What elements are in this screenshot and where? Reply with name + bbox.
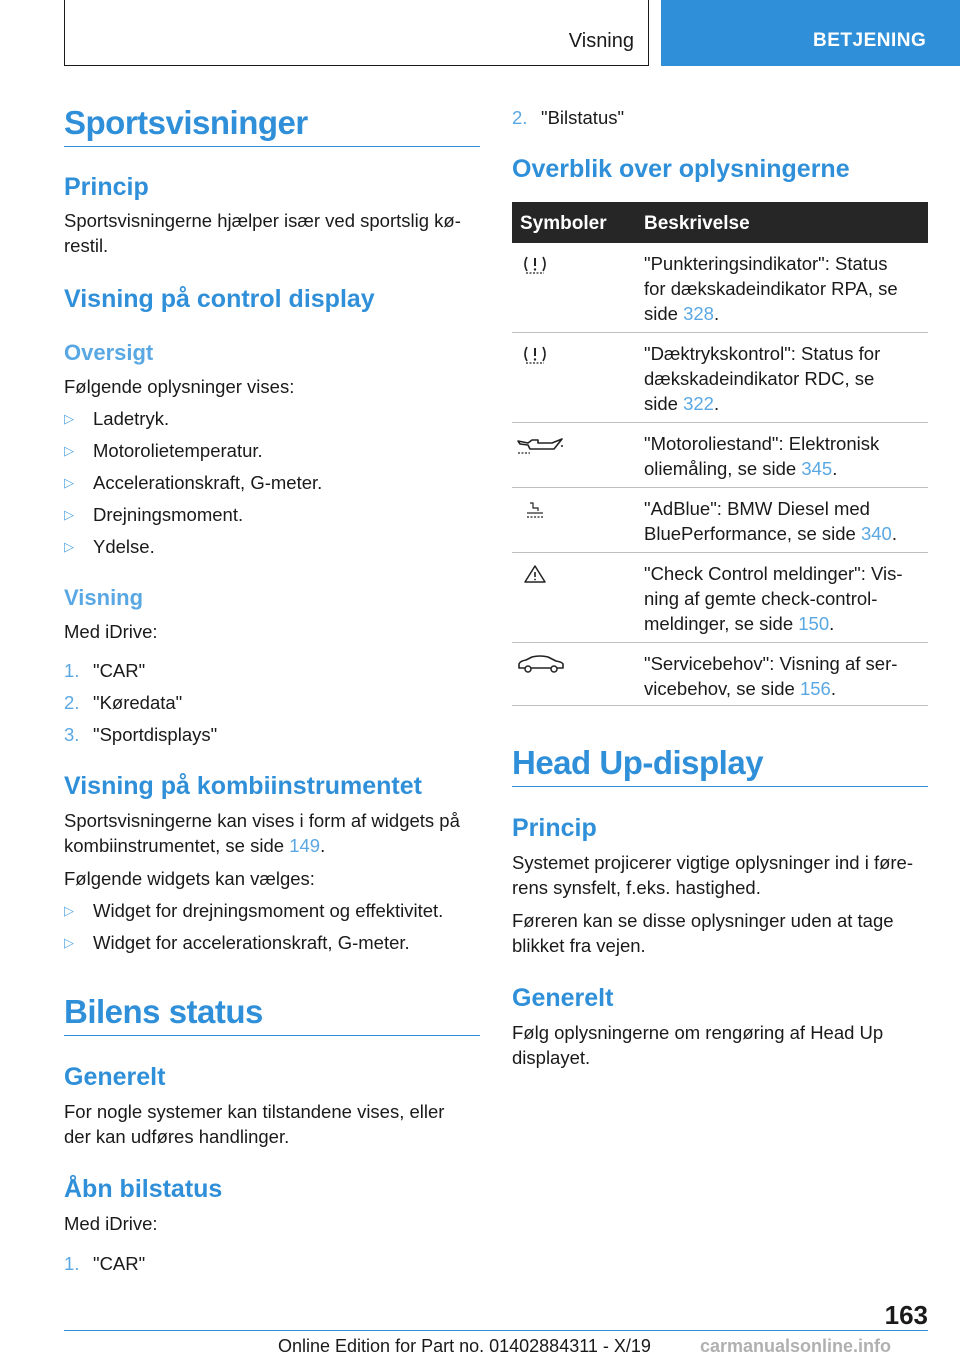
header-section-label: Visning	[568, 30, 634, 52]
bullet-triangle-icon: ▷	[64, 507, 74, 522]
page-link[interactable]: 150	[798, 613, 830, 634]
row-description	[644, 251, 928, 326]
text-span: .	[829, 613, 835, 634]
row-description	[644, 341, 928, 416]
list-item-text: Motorolietemperatur.	[93, 440, 263, 461]
paragraph-generelt	[64, 1099, 480, 1149]
text-line: Føreren kan se disse oplysninger uden at tage	[512, 910, 894, 931]
bullet-triangle-icon: ▷	[64, 475, 74, 490]
heading-visning: Visning	[64, 585, 144, 610]
text-line: restil.	[64, 235, 109, 256]
row-description	[644, 651, 928, 701]
heading-princip-hud: Princip	[512, 814, 597, 842]
text-line: for dækskadeindikator RPA, se	[644, 278, 898, 299]
footer-rule	[64, 1330, 928, 1331]
text-line: der kan udføres handlinger.	[64, 1126, 290, 1147]
step-number: 3.	[64, 724, 80, 745]
text-line: Sportsvisningerne hjælper især ved sportslig kø-	[64, 210, 461, 231]
text-line	[644, 611, 928, 636]
paragraph-widgets-intro: Følgende widgets kan vælges:	[64, 868, 315, 889]
heading-control-display: Visning på control display	[64, 285, 375, 313]
text-line: dækskadeindikator RDC, se	[644, 368, 875, 389]
list-item-text: Ladetryk.	[93, 408, 170, 429]
text-line: "Motoroliestand": Elektronisk	[644, 433, 880, 454]
heading-head-up-display: Head Up-display	[512, 744, 764, 781]
text-line	[644, 391, 928, 416]
text-span: BluePerformance, se side	[644, 523, 861, 544]
table-header	[512, 202, 928, 243]
heading-rule	[512, 786, 928, 787]
oil-can-icon	[516, 433, 566, 455]
footer-edition: Online Edition for Part no. 01402884311 - X/19	[278, 1336, 651, 1356]
text-line: ning af gemte check-control-	[644, 588, 878, 609]
heading-princip: Princip	[64, 173, 149, 201]
page-link[interactable]: 328	[683, 303, 714, 324]
step-number: 2.	[512, 107, 528, 128]
heading-oversigt: Oversigt	[64, 340, 154, 365]
tire-pressure-warning-icon	[518, 343, 552, 365]
text-span: side	[644, 303, 684, 324]
step-number: 1.	[64, 1253, 80, 1274]
text-line: For nogle systemer kan tilstandene vises, eller	[64, 1101, 445, 1122]
text-line: "Dæktrykskontrol": Status for	[644, 343, 881, 364]
text-line: Sportsvisningerne kan vises i form af widgets på	[64, 810, 460, 831]
text-line: blikket fra vejen.	[512, 935, 646, 956]
table-row	[512, 643, 928, 706]
row-description	[644, 496, 928, 546]
page-link[interactable]: 149	[289, 835, 321, 856]
bullet-triangle-icon: ▷	[64, 539, 74, 554]
list-item-text: Widget for accelerationskraft, G-meter.	[93, 932, 410, 953]
table-row	[512, 333, 928, 423]
step-text: "Sportdisplays"	[93, 724, 218, 745]
step-text: "Køredata"	[93, 692, 183, 713]
page-link[interactable]: 156	[799, 678, 831, 699]
paragraph-foereren	[512, 908, 928, 958]
heading-rule	[64, 146, 480, 147]
text-line: "Punkteringsindikator": Status	[644, 253, 888, 274]
text-line: "Check Control meldinger": Vis-	[644, 563, 903, 584]
text-span: .	[713, 393, 720, 414]
list-item-text: Ydelse.	[93, 536, 155, 557]
column-header-beskrivelse: Beskrivelse	[644, 213, 750, 234]
warning-triangle-icon	[518, 563, 552, 585]
text-line	[644, 676, 928, 701]
text-span: .	[830, 678, 836, 699]
header-chapter-tab	[661, 0, 960, 66]
bullet-triangle-icon: ▷	[64, 935, 74, 950]
footer-watermark: carmanualsonline.info	[700, 1336, 892, 1356]
text-line: "Servicebehov": Visning af ser-	[644, 653, 898, 674]
text-line	[644, 301, 928, 326]
column-header-symboler: Symboler	[520, 213, 607, 234]
text-line	[644, 456, 928, 481]
step-text: "CAR"	[93, 660, 146, 681]
text-span: kombiinstrumentet, se side	[64, 835, 290, 856]
list-item-text: Widget for drejningsmoment og effektivitet.	[93, 900, 444, 921]
table-row	[512, 423, 928, 488]
text-line: Følg oplysningerne om rengøring af Head Up	[512, 1022, 884, 1043]
table-row	[512, 243, 928, 333]
text-span: .	[891, 523, 897, 544]
text-span: .	[320, 835, 326, 856]
heading-generelt: Generelt	[64, 1063, 166, 1091]
text-span: .	[713, 303, 720, 324]
paragraph-oversigt-intro: Følgende oplysninger vises:	[64, 376, 295, 397]
paragraph-princip-hud	[512, 850, 928, 900]
row-description	[644, 561, 928, 636]
heading-kombiinstrument: Visning på kombiinstrumentet	[64, 772, 422, 800]
text-line: rens synsfelt, f.eks. hastighed.	[512, 877, 761, 898]
bullet-triangle-icon: ▷	[64, 903, 74, 918]
list-item-text: Drejningsmoment.	[93, 504, 244, 525]
paragraph-generelt-hud	[512, 1020, 928, 1070]
text-line: "AdBlue": BMW Diesel med	[644, 498, 870, 519]
text-line	[644, 521, 928, 546]
step-text: "CAR"	[93, 1253, 146, 1274]
paragraph-visning-intro: Med iDrive:	[64, 621, 158, 642]
header-chapter-label: BETJENING	[813, 30, 927, 51]
paragraph-princip	[64, 208, 480, 258]
text-line	[64, 833, 480, 858]
page-link[interactable]: 345	[801, 458, 833, 479]
heading-overblik: Overblik over oplysningerne	[512, 155, 850, 183]
page-link[interactable]: 322	[683, 393, 714, 414]
text-span: meldinger, se side	[644, 613, 799, 634]
step-number: 2.	[64, 692, 80, 713]
list-item-text: Accelerationskraft, G-meter.	[93, 472, 323, 493]
header-section-tab	[64, 0, 649, 66]
page-link[interactable]: 340	[860, 523, 892, 544]
adblue-icon	[518, 498, 552, 520]
heading-bilens-status: Bilens status	[64, 993, 263, 1030]
paragraph-kombi	[64, 808, 480, 858]
text-span: .	[832, 458, 838, 479]
table-row	[512, 488, 928, 553]
text-line: Systemet projicerer vigtige oplysninger ind i føre-	[512, 852, 913, 873]
text-span: side	[644, 393, 684, 414]
bullet-triangle-icon: ▷	[64, 411, 74, 426]
page-number: 163	[884, 1300, 928, 1330]
heading-aabn-bilstatus: Åbn bilstatus	[64, 1175, 223, 1203]
text-line: displayet.	[512, 1047, 591, 1068]
tire-pressure-warning-icon	[518, 253, 552, 275]
heading-generelt-hud: Generelt	[512, 984, 614, 1012]
bullet-triangle-icon: ▷	[64, 443, 74, 458]
text-span: oliemåling, se side	[644, 458, 802, 479]
row-description	[644, 431, 928, 481]
step-number: 1.	[64, 660, 80, 681]
step-text: "Bilstatus"	[541, 107, 625, 128]
table-row	[512, 553, 928, 643]
text-span: vicebehov, se side	[644, 678, 800, 699]
paragraph-aabn-intro: Med iDrive:	[64, 1213, 158, 1234]
service-car-icon	[516, 653, 566, 675]
heading-rule	[64, 1035, 480, 1036]
heading-sportsvisninger: Sportsvisninger	[64, 104, 308, 141]
